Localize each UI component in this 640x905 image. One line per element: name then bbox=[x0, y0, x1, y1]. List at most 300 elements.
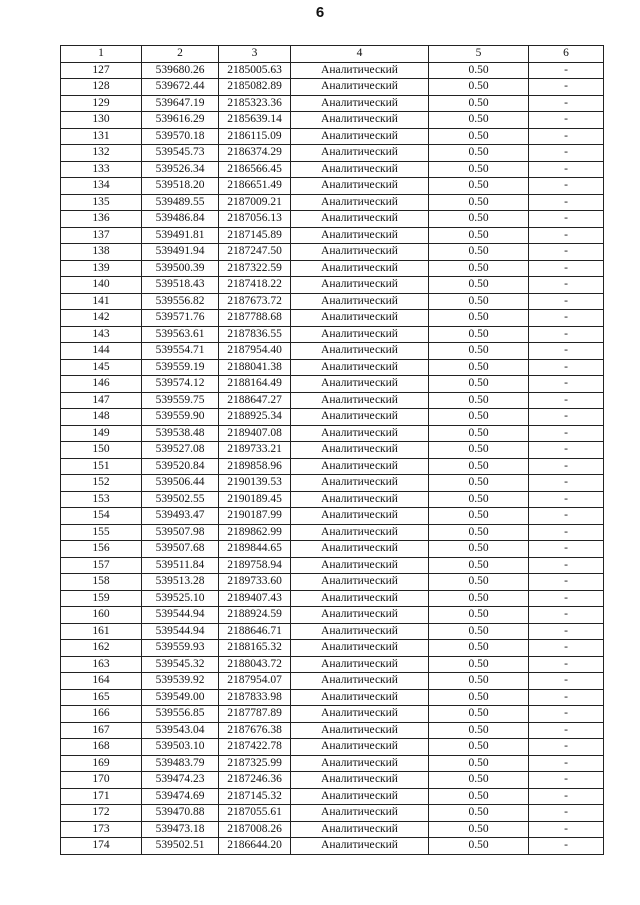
table-row bbox=[61, 458, 604, 475]
accuracy-cell: 0.50 bbox=[429, 607, 529, 624]
y-coordinate-cell: 2189844.65 bbox=[219, 541, 291, 558]
method-cell: Аналитический bbox=[291, 79, 429, 96]
table-row bbox=[61, 640, 604, 657]
y-coordinate-cell: 2189407.08 bbox=[219, 425, 291, 442]
point-number-cell: 127 bbox=[61, 62, 142, 79]
point-number-cell: 133 bbox=[61, 161, 142, 178]
point-number-cell: 154 bbox=[61, 508, 142, 525]
x-coordinate-cell: 539483.79 bbox=[142, 755, 219, 772]
table-row bbox=[61, 244, 604, 261]
y-coordinate-cell: 2187673.72 bbox=[219, 293, 291, 310]
accuracy-cell: 0.50 bbox=[429, 788, 529, 805]
column-header: 1 bbox=[61, 46, 142, 63]
method-cell: Аналитический bbox=[291, 524, 429, 541]
table-row bbox=[61, 541, 604, 558]
method-cell: Аналитический bbox=[291, 788, 429, 805]
x-coordinate-cell: 539556.85 bbox=[142, 706, 219, 723]
accuracy-cell: 0.50 bbox=[429, 392, 529, 409]
y-coordinate-cell: 2187246.36 bbox=[219, 772, 291, 789]
note-cell: - bbox=[529, 227, 604, 244]
method-cell: Аналитический bbox=[291, 739, 429, 756]
point-number-cell: 136 bbox=[61, 211, 142, 228]
note-cell: - bbox=[529, 508, 604, 525]
accuracy-cell: 0.50 bbox=[429, 673, 529, 690]
y-coordinate-cell: 2187422.78 bbox=[219, 739, 291, 756]
table-row bbox=[61, 62, 604, 79]
method-cell: Аналитический bbox=[291, 722, 429, 739]
table-row bbox=[61, 557, 604, 574]
note-cell: - bbox=[529, 590, 604, 607]
y-coordinate-cell: 2188646.71 bbox=[219, 623, 291, 640]
accuracy-cell: 0.50 bbox=[429, 838, 529, 855]
table-row bbox=[61, 376, 604, 393]
y-coordinate-cell: 2187247.50 bbox=[219, 244, 291, 261]
y-coordinate-cell: 2187056.13 bbox=[219, 211, 291, 228]
point-number-cell: 156 bbox=[61, 541, 142, 558]
y-coordinate-cell: 2188041.38 bbox=[219, 359, 291, 376]
x-coordinate-cell: 539493.47 bbox=[142, 508, 219, 525]
note-cell: - bbox=[529, 376, 604, 393]
note-cell: - bbox=[529, 574, 604, 591]
table-row bbox=[61, 392, 604, 409]
note-cell: - bbox=[529, 161, 604, 178]
y-coordinate-cell: 2186644.20 bbox=[219, 838, 291, 855]
coordinates-table bbox=[60, 45, 604, 855]
method-cell: Аналитический bbox=[291, 491, 429, 508]
x-coordinate-cell: 539525.10 bbox=[142, 590, 219, 607]
x-coordinate-cell: 539559.90 bbox=[142, 409, 219, 426]
accuracy-cell: 0.50 bbox=[429, 491, 529, 508]
y-coordinate-cell: 2187833.98 bbox=[219, 689, 291, 706]
point-number-cell: 140 bbox=[61, 277, 142, 294]
column-header: 4 bbox=[291, 46, 429, 63]
column-header: 5 bbox=[429, 46, 529, 63]
method-cell: Аналитический bbox=[291, 590, 429, 607]
table-row bbox=[61, 310, 604, 327]
x-coordinate-cell: 539544.94 bbox=[142, 607, 219, 624]
method-cell: Аналитический bbox=[291, 607, 429, 624]
note-cell: - bbox=[529, 343, 604, 360]
table-row bbox=[61, 673, 604, 690]
method-cell: Аналитический bbox=[291, 310, 429, 327]
accuracy-cell: 0.50 bbox=[429, 623, 529, 640]
x-coordinate-cell: 539559.93 bbox=[142, 640, 219, 657]
method-cell: Аналитический bbox=[291, 425, 429, 442]
y-coordinate-cell: 2190189.45 bbox=[219, 491, 291, 508]
x-coordinate-cell: 539474.69 bbox=[142, 788, 219, 805]
y-coordinate-cell: 2186651.49 bbox=[219, 178, 291, 195]
x-coordinate-cell: 539574.12 bbox=[142, 376, 219, 393]
accuracy-cell: 0.50 bbox=[429, 739, 529, 756]
note-cell: - bbox=[529, 62, 604, 79]
x-coordinate-cell: 539503.10 bbox=[142, 739, 219, 756]
note-cell: - bbox=[529, 623, 604, 640]
column-header: 6 bbox=[529, 46, 604, 63]
method-cell: Аналитический bbox=[291, 128, 429, 145]
method-cell: Аналитический bbox=[291, 706, 429, 723]
table-row bbox=[61, 524, 604, 541]
y-coordinate-cell: 2186566.45 bbox=[219, 161, 291, 178]
x-coordinate-cell: 539680.26 bbox=[142, 62, 219, 79]
x-coordinate-cell: 539556.82 bbox=[142, 293, 219, 310]
note-cell: - bbox=[529, 293, 604, 310]
note-cell: - bbox=[529, 211, 604, 228]
table-row bbox=[61, 838, 604, 855]
x-coordinate-cell: 539672.44 bbox=[142, 79, 219, 96]
point-number-cell: 141 bbox=[61, 293, 142, 310]
x-coordinate-cell: 539473.18 bbox=[142, 821, 219, 838]
note-cell: - bbox=[529, 788, 604, 805]
accuracy-cell: 0.50 bbox=[429, 805, 529, 822]
table-row bbox=[61, 821, 604, 838]
method-cell: Аналитический bbox=[291, 475, 429, 492]
y-coordinate-cell: 2187418.22 bbox=[219, 277, 291, 294]
note-cell: - bbox=[529, 656, 604, 673]
point-number-cell: 145 bbox=[61, 359, 142, 376]
point-number-cell: 149 bbox=[61, 425, 142, 442]
accuracy-cell: 0.50 bbox=[429, 706, 529, 723]
accuracy-cell: 0.50 bbox=[429, 310, 529, 327]
accuracy-cell: 0.50 bbox=[429, 145, 529, 162]
point-number-cell: 159 bbox=[61, 590, 142, 607]
accuracy-cell: 0.50 bbox=[429, 425, 529, 442]
table-row bbox=[61, 590, 604, 607]
note-cell: - bbox=[529, 310, 604, 327]
y-coordinate-cell: 2187322.59 bbox=[219, 260, 291, 277]
table-row bbox=[61, 739, 604, 756]
method-cell: Аналитический bbox=[291, 557, 429, 574]
y-coordinate-cell: 2185005.63 bbox=[219, 62, 291, 79]
method-cell: Аналитический bbox=[291, 458, 429, 475]
x-coordinate-cell: 539507.98 bbox=[142, 524, 219, 541]
point-number-cell: 147 bbox=[61, 392, 142, 409]
method-cell: Аналитический bbox=[291, 277, 429, 294]
method-cell: Аналитический bbox=[291, 673, 429, 690]
y-coordinate-cell: 2188043.72 bbox=[219, 656, 291, 673]
x-coordinate-cell: 539545.32 bbox=[142, 656, 219, 673]
note-cell: - bbox=[529, 491, 604, 508]
method-cell: Аналитический bbox=[291, 640, 429, 657]
x-coordinate-cell: 539527.08 bbox=[142, 442, 219, 459]
method-cell: Аналитический bbox=[291, 821, 429, 838]
table-row bbox=[61, 689, 604, 706]
x-coordinate-cell: 539489.55 bbox=[142, 194, 219, 211]
y-coordinate-cell: 2187954.07 bbox=[219, 673, 291, 690]
x-coordinate-cell: 539502.51 bbox=[142, 838, 219, 855]
table-row bbox=[61, 260, 604, 277]
y-coordinate-cell: 2185323.36 bbox=[219, 95, 291, 112]
table-body bbox=[61, 62, 604, 854]
y-coordinate-cell: 2185082.89 bbox=[219, 79, 291, 96]
accuracy-cell: 0.50 bbox=[429, 260, 529, 277]
method-cell: Аналитический bbox=[291, 211, 429, 228]
method-cell: Аналитический bbox=[291, 161, 429, 178]
method-cell: Аналитический bbox=[291, 62, 429, 79]
method-cell: Аналитический bbox=[291, 656, 429, 673]
table-row bbox=[61, 227, 604, 244]
accuracy-cell: 0.50 bbox=[429, 211, 529, 228]
x-coordinate-cell: 539559.75 bbox=[142, 392, 219, 409]
x-coordinate-cell: 539526.34 bbox=[142, 161, 219, 178]
note-cell: - bbox=[529, 772, 604, 789]
accuracy-cell: 0.50 bbox=[429, 293, 529, 310]
note-cell: - bbox=[529, 541, 604, 558]
method-cell: Аналитический bbox=[291, 392, 429, 409]
y-coordinate-cell: 2188925.34 bbox=[219, 409, 291, 426]
point-number-cell: 164 bbox=[61, 673, 142, 690]
accuracy-cell: 0.50 bbox=[429, 409, 529, 426]
y-coordinate-cell: 2190187.99 bbox=[219, 508, 291, 525]
point-number-cell: 171 bbox=[61, 788, 142, 805]
point-number-cell: 151 bbox=[61, 458, 142, 475]
accuracy-cell: 0.50 bbox=[429, 574, 529, 591]
x-coordinate-cell: 539507.68 bbox=[142, 541, 219, 558]
x-coordinate-cell: 539500.39 bbox=[142, 260, 219, 277]
note-cell: - bbox=[529, 425, 604, 442]
note-cell: - bbox=[529, 640, 604, 657]
point-number-cell: 143 bbox=[61, 326, 142, 343]
method-cell: Аналитический bbox=[291, 541, 429, 558]
point-number-cell: 131 bbox=[61, 128, 142, 145]
table-row bbox=[61, 574, 604, 591]
y-coordinate-cell: 2188165.32 bbox=[219, 640, 291, 657]
accuracy-cell: 0.50 bbox=[429, 326, 529, 343]
note-cell: - bbox=[529, 607, 604, 624]
y-coordinate-cell: 2187954.40 bbox=[219, 343, 291, 360]
note-cell: - bbox=[529, 244, 604, 261]
table-row bbox=[61, 211, 604, 228]
x-coordinate-cell: 539513.28 bbox=[142, 574, 219, 591]
note-cell: - bbox=[529, 194, 604, 211]
note-cell: - bbox=[529, 277, 604, 294]
point-number-cell: 158 bbox=[61, 574, 142, 591]
table-row bbox=[61, 178, 604, 195]
accuracy-cell: 0.50 bbox=[429, 112, 529, 129]
x-coordinate-cell: 539616.29 bbox=[142, 112, 219, 129]
point-number-cell: 146 bbox=[61, 376, 142, 393]
table-row bbox=[61, 161, 604, 178]
y-coordinate-cell: 2188647.27 bbox=[219, 392, 291, 409]
table-row bbox=[61, 277, 604, 294]
table-row bbox=[61, 425, 604, 442]
note-cell: - bbox=[529, 838, 604, 855]
point-number-cell: 163 bbox=[61, 656, 142, 673]
table-row bbox=[61, 409, 604, 426]
table-row bbox=[61, 343, 604, 360]
note-cell: - bbox=[529, 755, 604, 772]
accuracy-cell: 0.50 bbox=[429, 62, 529, 79]
method-cell: Аналитический bbox=[291, 409, 429, 426]
method-cell: Аналитический bbox=[291, 442, 429, 459]
note-cell: - bbox=[529, 706, 604, 723]
accuracy-cell: 0.50 bbox=[429, 442, 529, 459]
table-row bbox=[61, 79, 604, 96]
point-number-cell: 155 bbox=[61, 524, 142, 541]
method-cell: Аналитический bbox=[291, 244, 429, 261]
point-number-cell: 144 bbox=[61, 343, 142, 360]
note-cell: - bbox=[529, 79, 604, 96]
y-coordinate-cell: 2187009.21 bbox=[219, 194, 291, 211]
accuracy-cell: 0.50 bbox=[429, 244, 529, 261]
note-cell: - bbox=[529, 739, 604, 756]
note-cell: - bbox=[529, 689, 604, 706]
y-coordinate-cell: 2186374.29 bbox=[219, 145, 291, 162]
accuracy-cell: 0.50 bbox=[429, 772, 529, 789]
accuracy-cell: 0.50 bbox=[429, 821, 529, 838]
x-coordinate-cell: 539545.73 bbox=[142, 145, 219, 162]
point-number-cell: 166 bbox=[61, 706, 142, 723]
point-number-cell: 161 bbox=[61, 623, 142, 640]
point-number-cell: 150 bbox=[61, 442, 142, 459]
point-number-cell: 169 bbox=[61, 755, 142, 772]
note-cell: - bbox=[529, 821, 604, 838]
x-coordinate-cell: 539543.04 bbox=[142, 722, 219, 739]
note-cell: - bbox=[529, 442, 604, 459]
accuracy-cell: 0.50 bbox=[429, 656, 529, 673]
accuracy-cell: 0.50 bbox=[429, 590, 529, 607]
note-cell: - bbox=[529, 178, 604, 195]
point-number-cell: 137 bbox=[61, 227, 142, 244]
note-cell: - bbox=[529, 128, 604, 145]
point-number-cell: 160 bbox=[61, 607, 142, 624]
method-cell: Аналитический bbox=[291, 359, 429, 376]
accuracy-cell: 0.50 bbox=[429, 508, 529, 525]
x-coordinate-cell: 539506.44 bbox=[142, 475, 219, 492]
point-number-cell: 157 bbox=[61, 557, 142, 574]
note-cell: - bbox=[529, 557, 604, 574]
x-coordinate-cell: 539554.71 bbox=[142, 343, 219, 360]
point-number-cell: 128 bbox=[61, 79, 142, 96]
x-coordinate-cell: 539563.61 bbox=[142, 326, 219, 343]
method-cell: Аналитический bbox=[291, 574, 429, 591]
point-number-cell: 132 bbox=[61, 145, 142, 162]
point-number-cell: 134 bbox=[61, 178, 142, 195]
note-cell: - bbox=[529, 95, 604, 112]
accuracy-cell: 0.50 bbox=[429, 194, 529, 211]
x-coordinate-cell: 539544.94 bbox=[142, 623, 219, 640]
table-header-row bbox=[61, 46, 604, 63]
point-number-cell: 172 bbox=[61, 805, 142, 822]
table-row bbox=[61, 475, 604, 492]
point-number-cell: 130 bbox=[61, 112, 142, 129]
x-coordinate-cell: 539518.43 bbox=[142, 277, 219, 294]
point-number-cell: 165 bbox=[61, 689, 142, 706]
accuracy-cell: 0.50 bbox=[429, 376, 529, 393]
x-coordinate-cell: 539518.20 bbox=[142, 178, 219, 195]
accuracy-cell: 0.50 bbox=[429, 475, 529, 492]
method-cell: Аналитический bbox=[291, 772, 429, 789]
method-cell: Аналитический bbox=[291, 805, 429, 822]
y-coordinate-cell: 2189758.94 bbox=[219, 557, 291, 574]
table-row bbox=[61, 128, 604, 145]
y-coordinate-cell: 2187145.89 bbox=[219, 227, 291, 244]
y-coordinate-cell: 2188164.49 bbox=[219, 376, 291, 393]
accuracy-cell: 0.50 bbox=[429, 557, 529, 574]
y-coordinate-cell: 2187676.38 bbox=[219, 722, 291, 739]
note-cell: - bbox=[529, 524, 604, 541]
x-coordinate-cell: 539486.84 bbox=[142, 211, 219, 228]
method-cell: Аналитический bbox=[291, 689, 429, 706]
method-cell: Аналитический bbox=[291, 260, 429, 277]
y-coordinate-cell: 2189733.21 bbox=[219, 442, 291, 459]
note-cell: - bbox=[529, 673, 604, 690]
method-cell: Аналитический bbox=[291, 145, 429, 162]
table-row bbox=[61, 194, 604, 211]
point-number-cell: 174 bbox=[61, 838, 142, 855]
note-cell: - bbox=[529, 326, 604, 343]
point-number-cell: 153 bbox=[61, 491, 142, 508]
page-number: 6 bbox=[315, 4, 325, 21]
method-cell: Аналитический bbox=[291, 343, 429, 360]
note-cell: - bbox=[529, 722, 604, 739]
method-cell: Аналитический bbox=[291, 623, 429, 640]
x-coordinate-cell: 539559.19 bbox=[142, 359, 219, 376]
y-coordinate-cell: 2187008.26 bbox=[219, 821, 291, 838]
accuracy-cell: 0.50 bbox=[429, 95, 529, 112]
point-number-cell: 152 bbox=[61, 475, 142, 492]
point-number-cell: 170 bbox=[61, 772, 142, 789]
method-cell: Аналитический bbox=[291, 112, 429, 129]
accuracy-cell: 0.50 bbox=[429, 227, 529, 244]
table-row bbox=[61, 359, 604, 376]
method-cell: Аналитический bbox=[291, 227, 429, 244]
x-coordinate-cell: 539647.19 bbox=[142, 95, 219, 112]
table-row bbox=[61, 326, 604, 343]
table-row bbox=[61, 805, 604, 822]
accuracy-cell: 0.50 bbox=[429, 458, 529, 475]
note-cell: - bbox=[529, 260, 604, 277]
method-cell: Аналитический bbox=[291, 376, 429, 393]
table-row bbox=[61, 788, 604, 805]
point-number-cell: 129 bbox=[61, 95, 142, 112]
accuracy-cell: 0.50 bbox=[429, 689, 529, 706]
accuracy-cell: 0.50 bbox=[429, 359, 529, 376]
table-row bbox=[61, 656, 604, 673]
y-coordinate-cell: 2187055.61 bbox=[219, 805, 291, 822]
note-cell: - bbox=[529, 359, 604, 376]
point-number-cell: 167 bbox=[61, 722, 142, 739]
y-coordinate-cell: 2189733.60 bbox=[219, 574, 291, 591]
method-cell: Аналитический bbox=[291, 508, 429, 525]
table-row bbox=[61, 293, 604, 310]
x-coordinate-cell: 539571.76 bbox=[142, 310, 219, 327]
point-number-cell: 138 bbox=[61, 244, 142, 261]
table-row bbox=[61, 772, 604, 789]
table-row bbox=[61, 722, 604, 739]
column-header: 3 bbox=[219, 46, 291, 63]
point-number-cell: 148 bbox=[61, 409, 142, 426]
y-coordinate-cell: 2186115.09 bbox=[219, 128, 291, 145]
table-row bbox=[61, 706, 604, 723]
point-number-cell: 168 bbox=[61, 739, 142, 756]
method-cell: Аналитический bbox=[291, 326, 429, 343]
y-coordinate-cell: 2188924.59 bbox=[219, 607, 291, 624]
accuracy-cell: 0.50 bbox=[429, 79, 529, 96]
note-cell: - bbox=[529, 145, 604, 162]
accuracy-cell: 0.50 bbox=[429, 640, 529, 657]
x-coordinate-cell: 539491.81 bbox=[142, 227, 219, 244]
point-number-cell: 139 bbox=[61, 260, 142, 277]
accuracy-cell: 0.50 bbox=[429, 178, 529, 195]
y-coordinate-cell: 2187788.68 bbox=[219, 310, 291, 327]
y-coordinate-cell: 2190139.53 bbox=[219, 475, 291, 492]
y-coordinate-cell: 2189407.43 bbox=[219, 590, 291, 607]
table-row bbox=[61, 95, 604, 112]
table-row bbox=[61, 112, 604, 129]
accuracy-cell: 0.50 bbox=[429, 755, 529, 772]
x-coordinate-cell: 539511.84 bbox=[142, 557, 219, 574]
note-cell: - bbox=[529, 475, 604, 492]
